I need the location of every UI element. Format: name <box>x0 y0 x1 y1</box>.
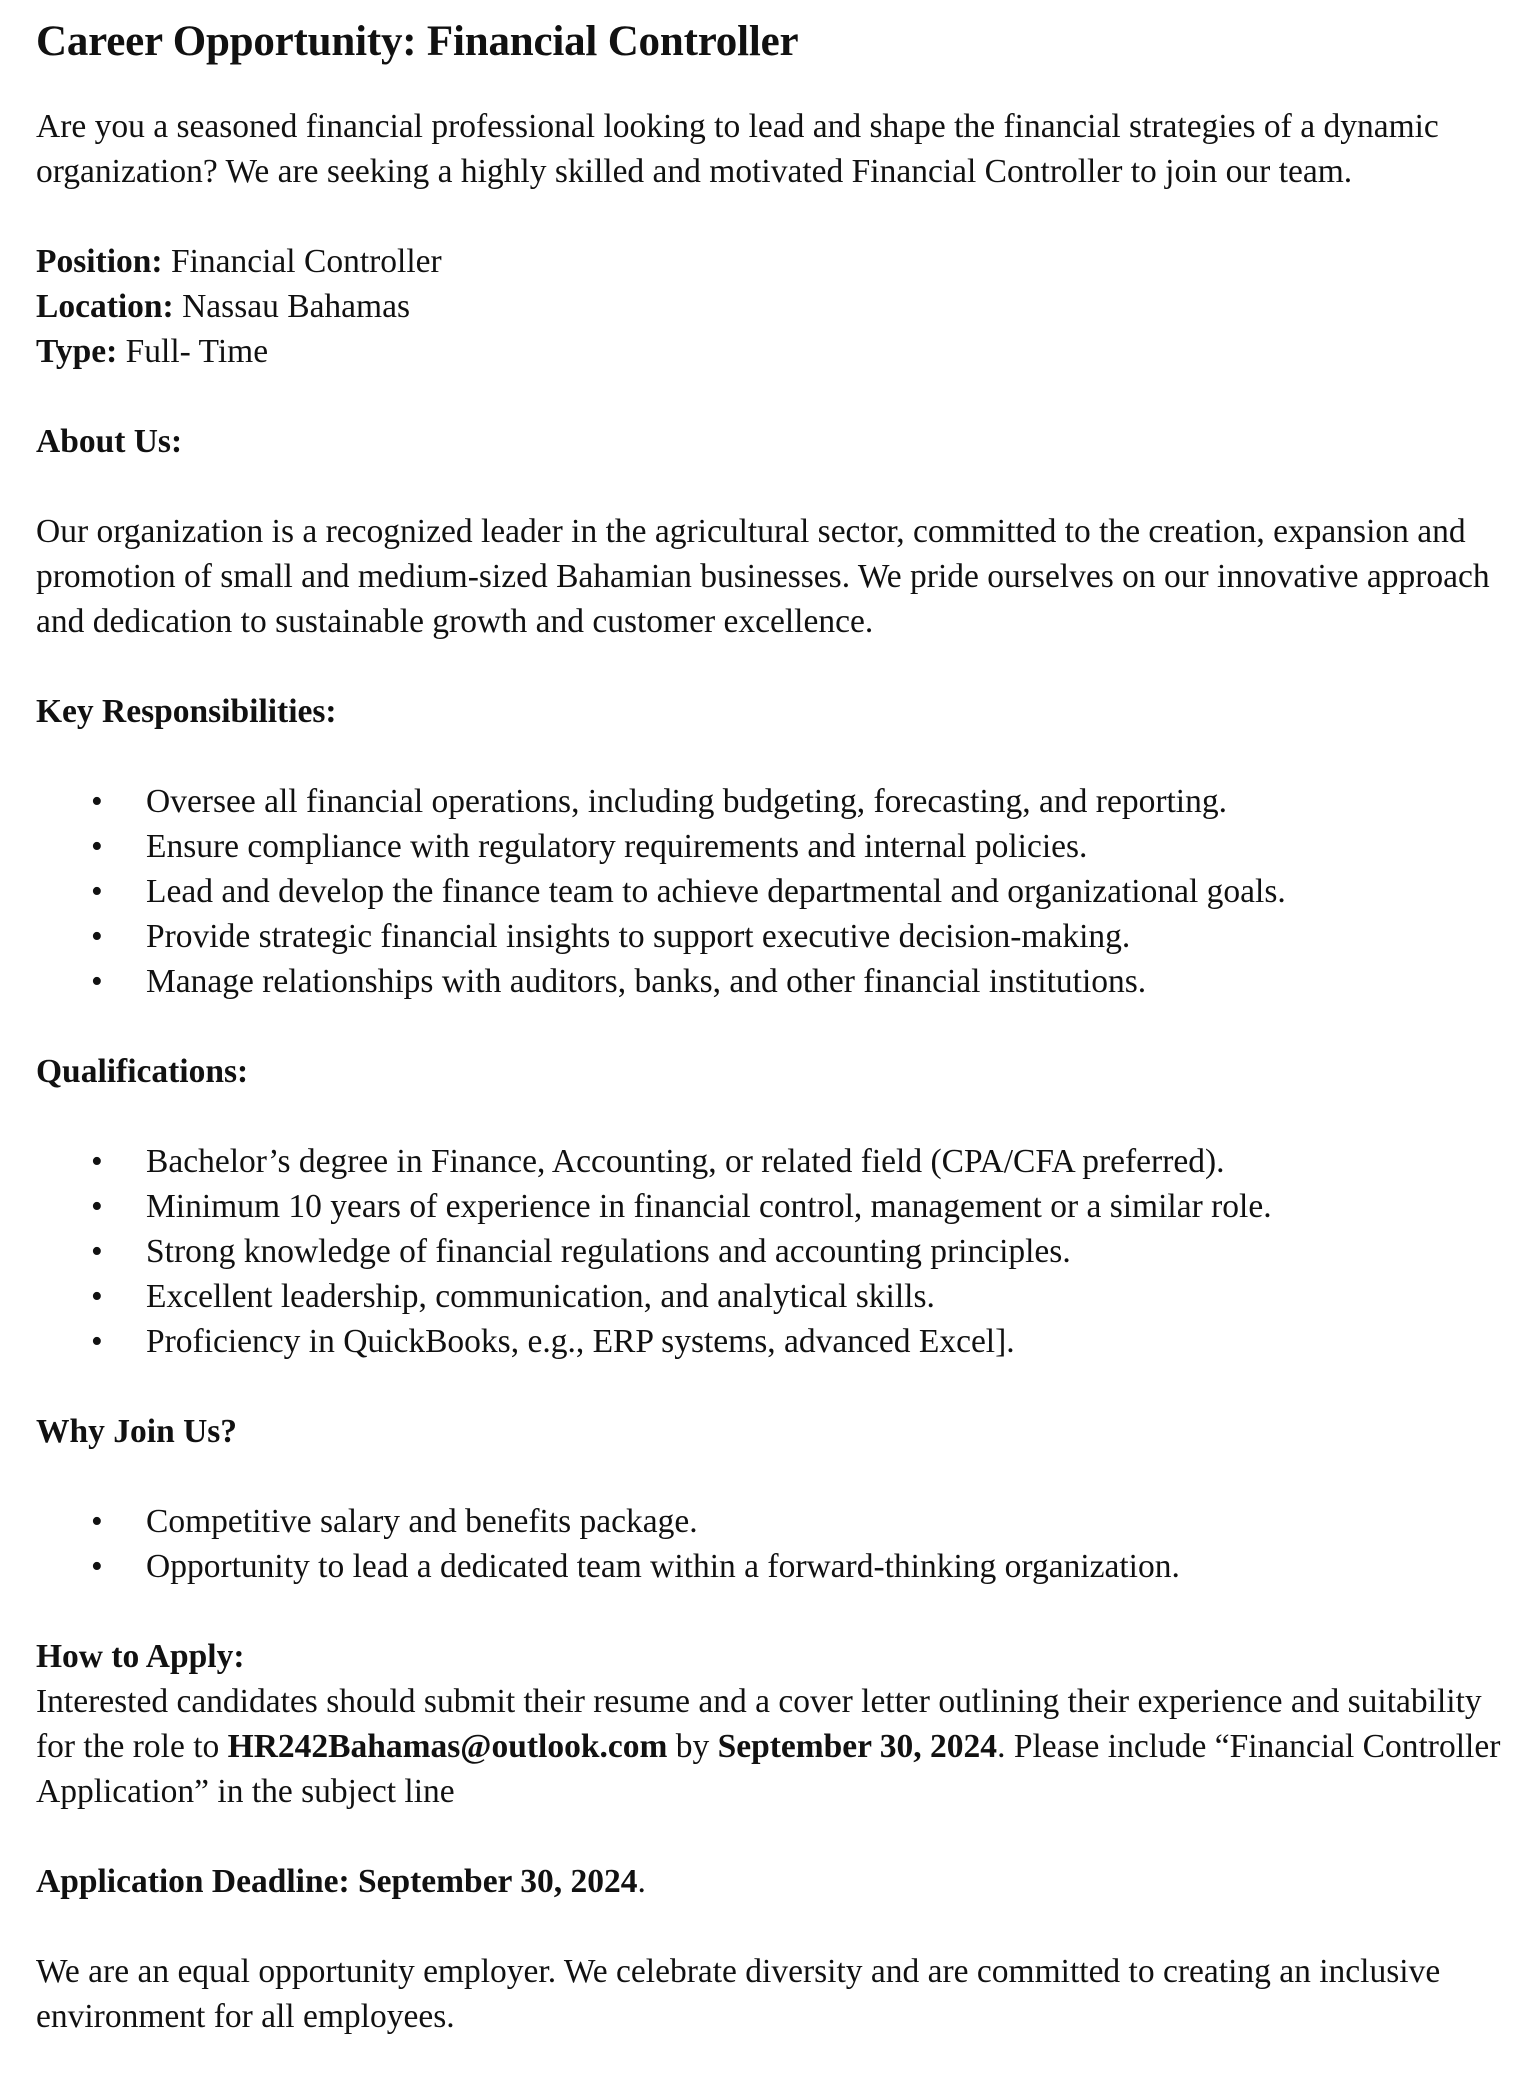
list-item-text: Ensure compliance with regulatory requirements and internal policies. <box>146 828 1088 865</box>
list-item <box>36 1274 1506 1319</box>
list-item <box>36 1499 1506 1544</box>
type-value: Full- Time <box>117 333 269 370</box>
list-item <box>36 1544 1506 1589</box>
apply-text-1: Interested candidates should submit their resume and a cover letter outlining their experience and suitability for the role to <box>36 1683 1482 1765</box>
list-item-text: Manage relationships with auditors, banks, and other financial institutions. <box>146 963 1147 1000</box>
list-item <box>36 914 1506 959</box>
responsibilities-heading: Key Responsibilities: <box>36 693 337 730</box>
apply-email: HR242Bahamas@outlook.com <box>227 1728 668 1765</box>
qualifications-list <box>36 1139 1506 1364</box>
bullet-icon: • <box>91 1548 103 1585</box>
bullet-icon: • <box>91 873 103 910</box>
bullet-icon: • <box>91 783 103 820</box>
deadline-label: Application Deadline: September 30, 2024 <box>36 1863 638 1900</box>
list-item <box>36 1184 1506 1229</box>
list-item <box>36 959 1506 1004</box>
apply-heading: How to Apply: <box>36 1638 245 1675</box>
closing-paragraph: We are an equal opportunity employer. We celebrate diversity and are committed to creating an inclusive environment for all employees. <box>36 1953 1441 2035</box>
bullet-icon: • <box>91 963 103 1000</box>
application-deadline <box>36 1859 1506 1904</box>
position-label: Position: <box>36 243 163 280</box>
list-item <box>36 869 1506 914</box>
list-item-text: Bachelor’s degree in Finance, Accounting, or related field (CPA/CFA preferred). <box>146 1143 1225 1180</box>
list-item-text: Proficiency in QuickBooks, e.g., ERP systems, advanced Excel]. <box>146 1323 1015 1360</box>
about-paragraph: Our organization is a recognized leader in the agricultural sector, committed to the creation, expansion and promotion of small and medium-sized Bahamian businesses. We pride ourselves on our innovative approach and dedication to sustainable growth and customer excellence. <box>36 513 1490 640</box>
type-row <box>36 329 1506 374</box>
bullet-icon: • <box>91 1188 103 1225</box>
responsibilities-list <box>36 779 1506 1004</box>
location-row <box>36 284 1506 329</box>
list-item-text: Minimum 10 years of experience in financial control, management or a similar role. <box>146 1188 1272 1225</box>
list-item <box>36 1319 1506 1364</box>
bullet-icon: • <box>91 1233 103 1270</box>
list-item-text: Provide strategic financial insights to support executive decision-making. <box>146 918 1131 955</box>
bullet-icon: • <box>91 1278 103 1315</box>
list-item-text: Opportunity to lead a dedicated team within a forward-thinking organization. <box>146 1548 1180 1585</box>
qualifications-heading: Qualifications: <box>36 1053 249 1090</box>
location-value: Nassau Bahamas <box>173 288 411 325</box>
position-row <box>36 239 1506 284</box>
list-item <box>36 1229 1506 1274</box>
list-item-text: Oversee all financial operations, including budgeting, forecasting, and reporting. <box>146 783 1227 820</box>
list-item-text: Strong knowledge of financial regulations and accounting principles. <box>146 1233 1071 1270</box>
list-item <box>36 824 1506 869</box>
bullet-icon: • <box>91 828 103 865</box>
why-join-heading: Why Join Us? <box>36 1413 238 1450</box>
about-heading: About Us: <box>36 423 183 460</box>
type-label: Type: <box>36 333 118 370</box>
bullet-icon: • <box>91 1323 103 1360</box>
position-value: Financial Controller <box>162 243 442 280</box>
list-item-text: Competitive salary and benefits package. <box>146 1503 698 1540</box>
location-label: Location: <box>36 288 174 325</box>
intro-paragraph: Are you a seasoned financial professional looking to lead and shape the financial strategies of a dynamic organization? We are seeking a highly skilled and motivated Financial Controller to join our team. <box>36 108 1439 190</box>
deadline-period: . <box>637 1863 646 1900</box>
why-join-list <box>36 1499 1506 1589</box>
bullet-icon: • <box>91 1143 103 1180</box>
list-item-text: Lead and develop the finance team to achieve departmental and organizational goals. <box>146 873 1286 910</box>
apply-date: September 30, 2024 <box>717 1728 998 1765</box>
job-details <box>36 239 1506 374</box>
list-item <box>36 779 1506 824</box>
job-posting-document <box>36 14 1506 2039</box>
list-item-text: Excellent leadership, communication, and analytical skills. <box>146 1278 935 1315</box>
bullet-icon: • <box>91 918 103 955</box>
list-item <box>36 1139 1506 1184</box>
page-title: Career Opportunity: Financial Controller <box>36 18 799 65</box>
apply-paragraph <box>36 1679 1506 1814</box>
bullet-icon: • <box>91 1503 103 1540</box>
apply-text-2: by <box>667 1728 718 1765</box>
apply-text-3: . Please include “Financial Controller Application” in the subject line <box>36 1728 1501 1810</box>
